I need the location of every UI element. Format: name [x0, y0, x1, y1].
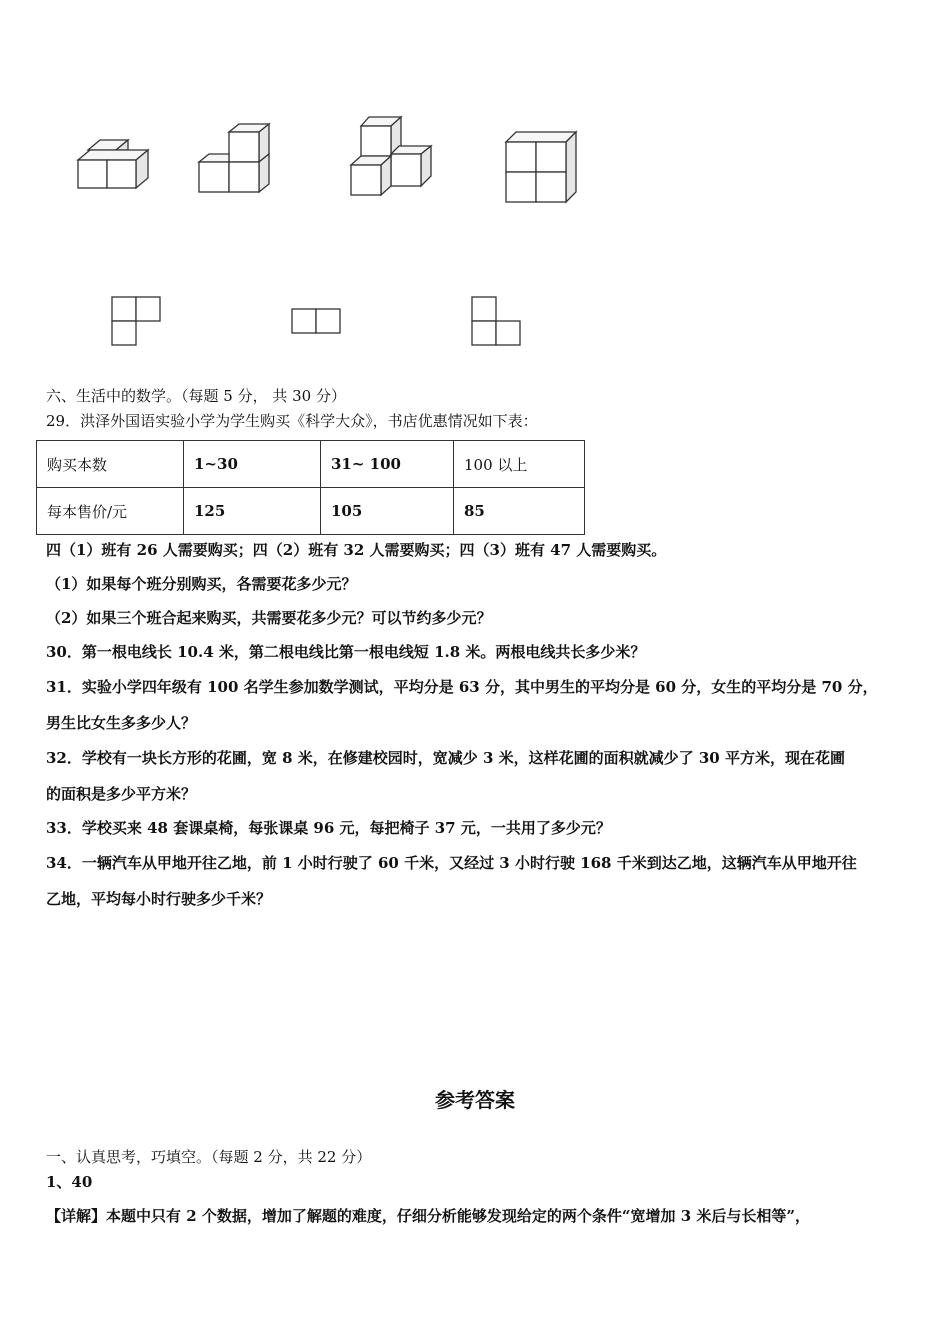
table-cell: 购买本数: [37, 441, 184, 488]
q32-line2: 的面积是多少平方米？: [46, 785, 197, 803]
cube-figure-4: [504, 130, 578, 204]
price-table: [36, 440, 585, 535]
q33-text: 33．学校买来 48 套课桌椅，每张课桌 96 元，每把椅子 37 元，一共用了多少元？: [46, 819, 611, 837]
q30-text: 30．第一根电线长 10.4 米，第二根电线比第一根电线短 1.8 米。两根电线共长多少米？: [46, 643, 646, 661]
answer-item-1: 1、40: [46, 1173, 93, 1191]
q31-line2: 男生比女生多多少人？: [46, 714, 197, 732]
q29-info: 四（1）班有 26 人需要购买；四（2）班有 32 人需要购买；四（3）班有 47 人需要购买。: [46, 541, 667, 559]
q32-line1: 32．学校有一块长方形的花圃，宽 8 米，在修建校园时，宽减少 3 米，这样花圃的面积就减少了 30 平方米，现在花圃: [46, 749, 845, 767]
table-cell: 85: [454, 488, 585, 535]
table-cell: 105: [321, 488, 454, 535]
view-figure-3: [471, 296, 523, 348]
q29-text: 29．洪泽外国语实验小学为学生购买《科学大众》，书店优惠情况如下表：: [46, 412, 538, 430]
q34-line1: 34．一辆汽车从甲地开往乙地，前 1 小时行驶了 60 千米，又经过 3 小时行驶 168 千米到达乙地，这辆汽车从甲地开往: [46, 854, 857, 872]
q34-line2: 乙地，平均每小时行驶多少千米？: [46, 890, 272, 908]
table-cell: 125: [184, 488, 321, 535]
q31-line1: 31．实验小学四年级有 100 名学生参加数学测试，平均分是 63 分，其中男生的平均分是 60 分，女生的平均分是 70 分，: [46, 678, 878, 696]
table-row: [37, 441, 585, 488]
table-cell: 100 以上: [454, 441, 585, 488]
cube-figure-1: [76, 138, 152, 192]
view-figure-1: [111, 296, 163, 348]
view-figure-2: [291, 308, 343, 336]
cube-figure-3: [349, 114, 433, 198]
q29-sub2: （2）如果三个班合起来购买，共需要花多少元？可以节约多少元？: [46, 609, 492, 627]
answers-title: 参考答案: [435, 1088, 515, 1112]
answers-section1: 一、认真思考，巧填空。（每题 2 分，共 22 分）: [46, 1148, 372, 1166]
table-row: [37, 488, 585, 535]
section6-heading: 六、生活中的数学。（每题 5 分， 共 30 分）: [46, 387, 346, 405]
table-cell: 31~ 100: [321, 441, 454, 488]
table-cell: 每本售价/元: [37, 488, 184, 535]
cube-figure-2: [197, 122, 271, 194]
table-cell: 1~30: [184, 441, 321, 488]
answer-detail: 【详解】本题中只有 2 个数据，增加了解题的难度，仔细分析能够发现给定的两个条件“宽增加 3 米后与长相等”，: [46, 1207, 811, 1225]
q29-sub1: （1）如果每个班分别购买，各需要花多少元？: [46, 575, 357, 593]
